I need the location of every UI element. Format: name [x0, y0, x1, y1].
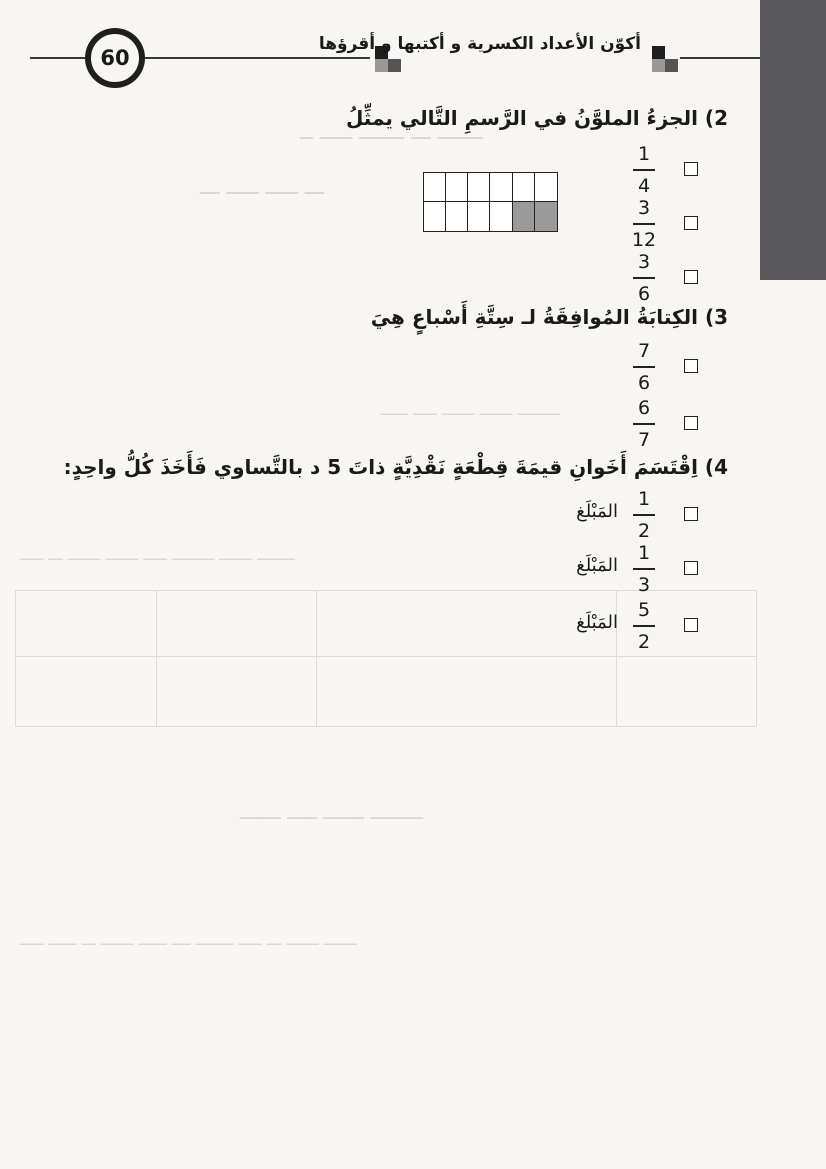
question-2: 2) الجزءُ الملوَّنُ في الرَّسمِ التَّالي يمثِّلُ [345, 106, 728, 130]
header-square-icon [388, 59, 401, 72]
numerator: 7 [637, 340, 651, 362]
fraction-bar [633, 514, 655, 516]
fraction [627, 396, 661, 452]
denominator: 6 [637, 282, 651, 305]
bleed-text: ـــــــــ ـــــــ ـــــ ـــــــ [240, 800, 424, 824]
bleed-text: ـــ ـــــ ـــــ ـــ [200, 175, 325, 200]
fraction [627, 196, 661, 252]
fraction [627, 250, 661, 306]
fraction-bar [633, 366, 655, 368]
grid-cell [424, 202, 446, 231]
grid-cell [513, 173, 535, 202]
header-square-icon [652, 59, 665, 72]
grid-cell [490, 173, 512, 202]
fraction-bar [633, 277, 655, 279]
header-rule-left [30, 57, 85, 59]
fraction [627, 142, 661, 198]
numerator: 6 [637, 397, 651, 419]
denominator: 3 [637, 573, 651, 596]
amount-word: المَبْلَغ [576, 612, 618, 633]
grid-cell [446, 202, 468, 231]
denominator: 12 [631, 228, 657, 251]
fraction-bar [633, 169, 655, 171]
fraction [627, 487, 661, 543]
header-square-icon [652, 46, 665, 59]
page-edge-tab [760, 0, 826, 280]
checkbox[interactable] [684, 507, 698, 521]
numerator: 3 [637, 251, 651, 273]
denominator: 7 [637, 428, 651, 451]
fraction-bar [633, 568, 655, 570]
grid-cell [446, 173, 468, 202]
grid-cell [468, 173, 490, 202]
checkbox[interactable] [684, 416, 698, 430]
grid-cell [535, 173, 557, 202]
checkbox[interactable] [684, 561, 698, 575]
fraction [627, 541, 661, 597]
checkbox[interactable] [684, 270, 698, 284]
shaded-fraction-figure [423, 172, 558, 232]
checkbox[interactable] [684, 618, 698, 632]
numerator: 1 [637, 488, 651, 510]
question-3: 3) الكِتابَةُ المُوافِقَةُ لـ سِتَّةِ أَسْباعٍ هِيَ [370, 305, 728, 329]
numerator: 1 [637, 542, 651, 564]
bleed-text: ـــــــــ ـــــــ ـــــــ ـــــ ــــــ [380, 400, 560, 419]
amount-word: المَبْلَغ [576, 501, 618, 522]
amount-word: المَبْلَغ [576, 555, 618, 576]
header-rule-right [680, 57, 760, 59]
checkbox[interactable] [684, 216, 698, 230]
denominator: 6 [637, 371, 651, 394]
fraction-bar [633, 223, 655, 225]
header-rule-mid [145, 57, 370, 59]
bleed-text: ـــــــ ـــــــ ـــ ـــــ ــــــــ ــــ ــــــ ـــــــ ـــ ــــــ ـــــ [20, 930, 357, 949]
grid-cell [468, 202, 490, 231]
denominator: 4 [637, 174, 651, 197]
fraction [627, 339, 661, 395]
fraction-bar [633, 625, 655, 627]
header-square-icon [665, 59, 678, 72]
grid-cell [513, 202, 535, 231]
grid-cell [535, 202, 557, 231]
denominator: 2 [637, 630, 651, 653]
numerator: 3 [637, 197, 651, 219]
question-4: 4) اِقْتَسَمَ أَخَوانِ قيمَةَ قِطْعَةٍ نَقْدِيَّةٍ ذاتَ 5 د بالتَّساوي فَأَخَذَ كُلُّ واحِدٍ: [63, 455, 728, 479]
header-square-icon [375, 59, 388, 72]
lesson-title: أكوّن الأعداد الكسرية و أكتبها و أقرؤها [318, 34, 641, 54]
denominator: 2 [637, 519, 651, 542]
grid-cell [424, 173, 446, 202]
bleed-text: ـــــــ ـــ ـــــــ ـــــ ــ [300, 120, 483, 145]
fraction-bar [633, 423, 655, 425]
checkbox[interactable] [684, 359, 698, 373]
checkbox[interactable] [684, 162, 698, 176]
numerator: 1 [637, 143, 651, 165]
grid-cell [490, 202, 512, 231]
fraction [627, 598, 661, 654]
numerator: 5 [637, 599, 651, 621]
page-number: 60 [90, 33, 140, 83]
bleed-text: ــــــــ ـــــــ ـــــــــ ـــــ ـــــــ ـــــــ ـــ ـــــ [20, 545, 295, 564]
